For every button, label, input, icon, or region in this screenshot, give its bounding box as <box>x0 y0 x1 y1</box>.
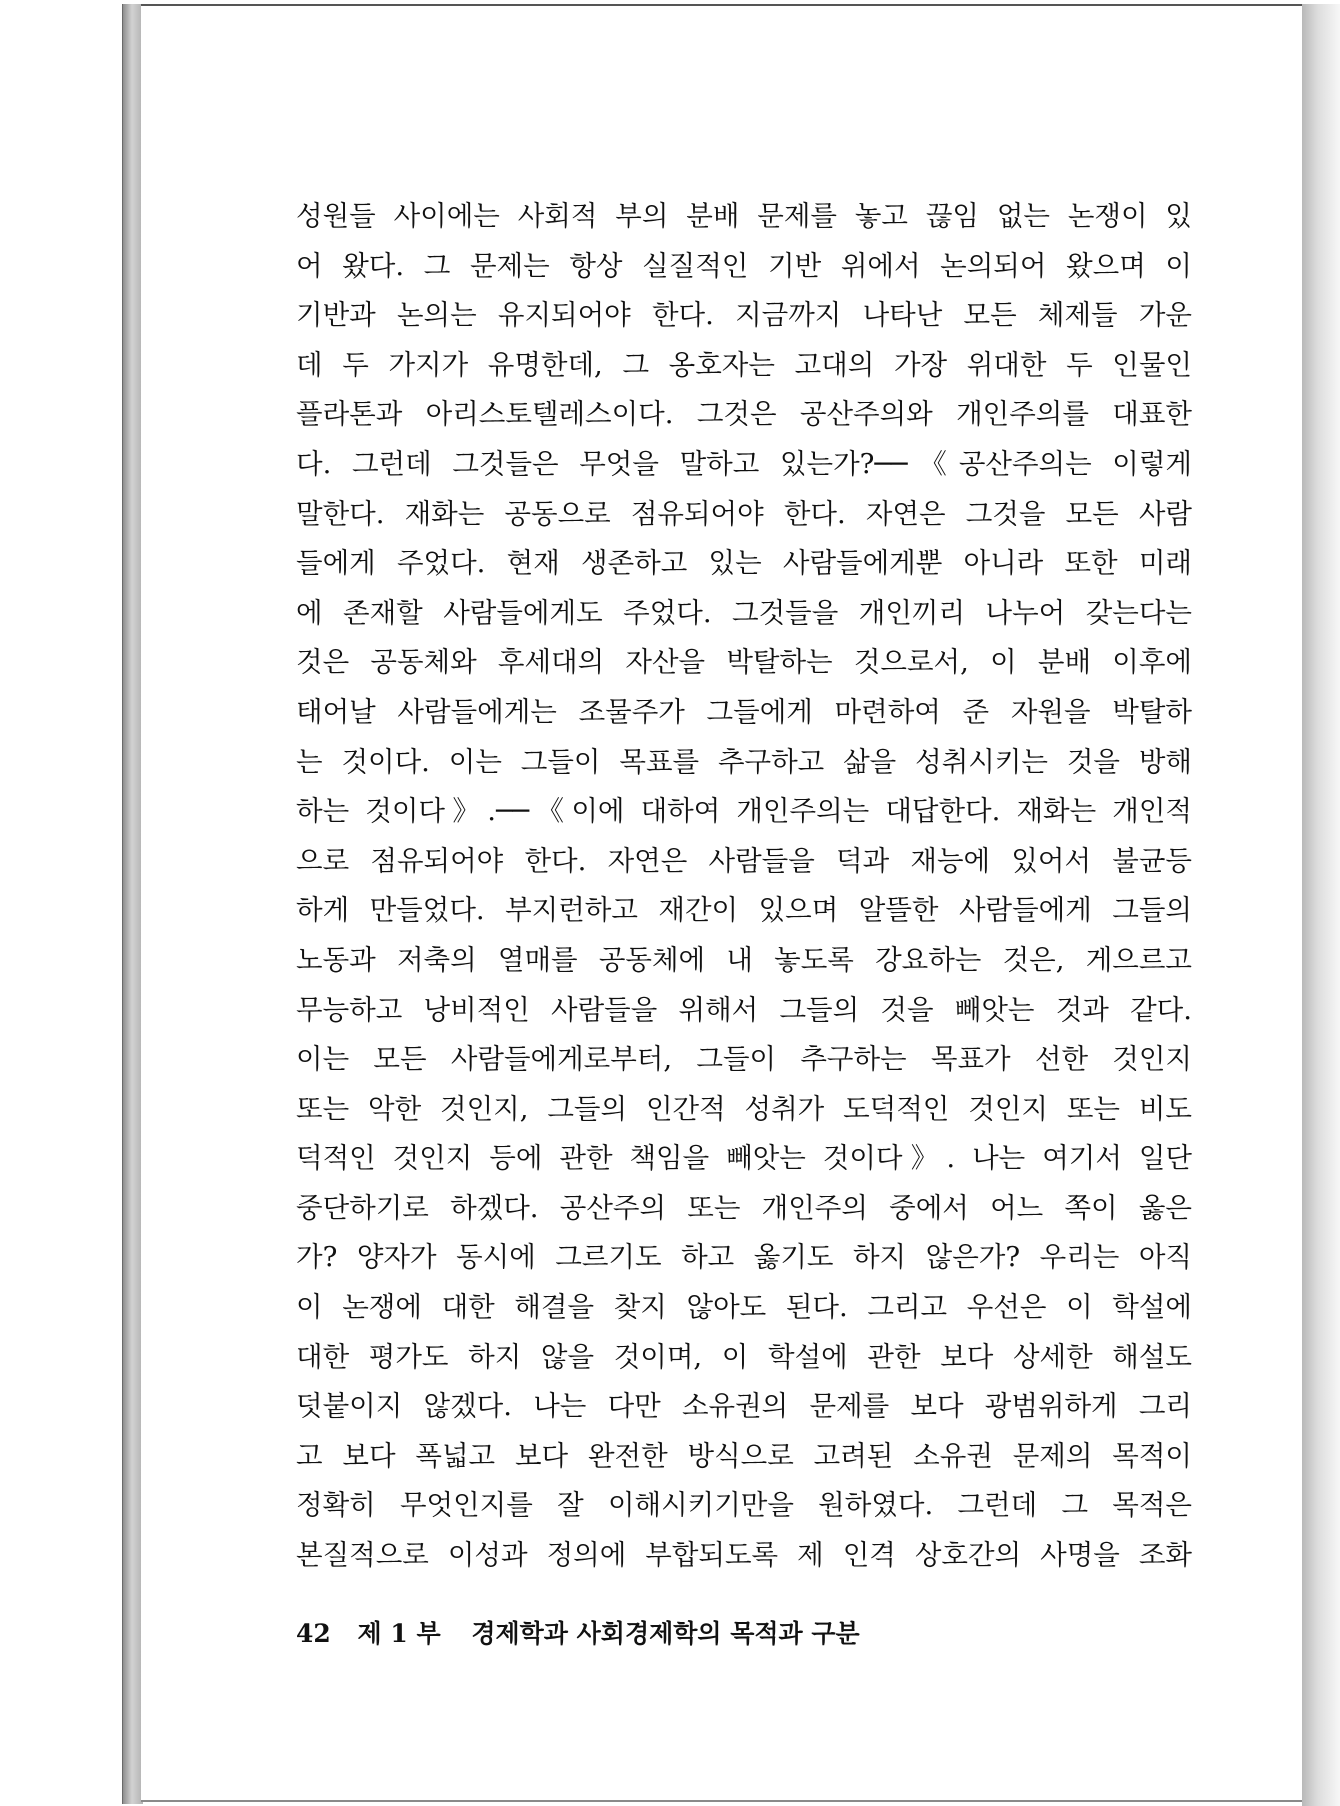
body-text <box>296 192 1192 1581</box>
book-spine <box>122 4 143 1804</box>
text-line: 어 왔다. 그 문제는 항상 실질적인 기반 위에서 논의되어 왔으며 이 <box>296 249 1192 282</box>
text-line: 무능하고 낭비적인 사람들을 위해서 그들의 것을 빼앗는 것과 같다. <box>296 993 1192 1026</box>
text-line: 정확히 무엇인지를 잘 이해시키기만을 원하였다. 그런데 그 목적은 <box>296 1489 1192 1522</box>
text-line: 으로 점유되어야 한다. 자연은 사람들을 덕과 재능에 있어서 불균등 <box>296 844 1192 877</box>
text-line: 가? 양자가 동시에 그르기도 하고 옳기도 하지 않은가? 우리는 아직 <box>296 1241 1192 1274</box>
text-line: 이는 모든 사람들에게로부터, 그들이 추구하는 목표가 선한 것인지 <box>296 1043 1192 1076</box>
text-line: 는 것이다. 이는 그들이 목표를 추구하고 삶을 성취시키는 것을 방해 <box>296 745 1192 778</box>
text-line: 성원들 사이에는 사회적 부의 분배 문제를 놓고 끊임 없는 논쟁이 있 <box>296 200 1192 232</box>
text-line: 하는 것이다》.──《이에 대하여 개인주의는 대답한다. 재화는 개인적 <box>296 795 1192 828</box>
page-footer <box>296 1614 860 1654</box>
text-line: 에 존재할 사람들에게도 주었다. 그것들을 개인끼리 나누어 갖는다는 <box>296 596 1192 629</box>
text-line: 중단하기로 하겠다. 공산주의 또는 개인주의 중에서 어느 쪽이 옳은 <box>296 1191 1192 1224</box>
page-edge-shadow <box>1302 4 1340 1806</box>
text-line: 들에게 주었다. 현재 생존하고 있는 사람들에게뿐 아니라 또한 미래 <box>296 547 1192 580</box>
text-line: 덕적인 것인지 등에 관한 책임을 빼앗는 것이다》. 나는 여기서 일단 <box>296 1142 1192 1175</box>
text-line: 것은 공동체와 후세대의 자산을 박탈하는 것으로서, 이 분배 이후에 <box>296 646 1192 679</box>
text-line: 기반과 논의는 유지되어야 한다. 지금까지 나타난 모든 체제들 가운 <box>296 299 1192 332</box>
part-label: 제 1 부 <box>357 1619 441 1648</box>
text-line: 노동과 저축의 열매를 공동체에 내 놓도록 강요하는 것은, 게으르고 <box>296 943 1192 976</box>
text-line: 플라톤과 아리스토텔레스이다. 그것은 공산주의와 개인주의를 대표한 <box>296 398 1192 431</box>
text-line: 말한다. 재화는 공동으로 점유되어야 한다. 자연은 그것을 모든 사람 <box>296 497 1192 530</box>
text-line: 다. 그런데 그것들은 무엇을 말하고 있는가?──《공산주의는 이렇게 <box>296 447 1192 480</box>
text-line: 또는 악한 것인지, 그들의 인간적 성취가 도덕적인 것인지 또는 비도 <box>296 1092 1192 1125</box>
text-line: 하게 만들었다. 부지런하고 재간이 있으며 알뜰한 사람들에게 그들의 <box>296 894 1192 927</box>
page-number: 42 <box>296 1619 331 1648</box>
text-line: 본질적으로 이성과 정의에 부합되도록 제 인격 상호간의 사명을 조화 <box>296 1539 1192 1572</box>
text-line: 이 논쟁에 대한 해결을 찾지 않아도 된다. 그리고 우선은 이 학설에 <box>296 1291 1192 1324</box>
text-line: 데 두 가지가 유명한데, 그 옹호자는 고대의 가장 위대한 두 인물인 <box>296 348 1192 381</box>
text-line: 덧붙이지 않겠다. 나는 다만 소유권의 문제를 보다 광범위하게 그리 <box>296 1390 1192 1423</box>
text-line: 대한 평가도 하지 않을 것이며, 이 학설에 관한 보다 상세한 해설도 <box>296 1340 1192 1373</box>
chapter-title: 경제학과 사회경제학의 목적과 구분 <box>471 1619 860 1648</box>
text-line: 고 보다 폭넓고 보다 완전한 방식으로 고려된 소유권 문제의 목적이 <box>296 1439 1192 1472</box>
text-line: 태어날 사람들에게는 조물주가 그들에게 마련하여 준 자원을 박탈하 <box>296 695 1192 728</box>
